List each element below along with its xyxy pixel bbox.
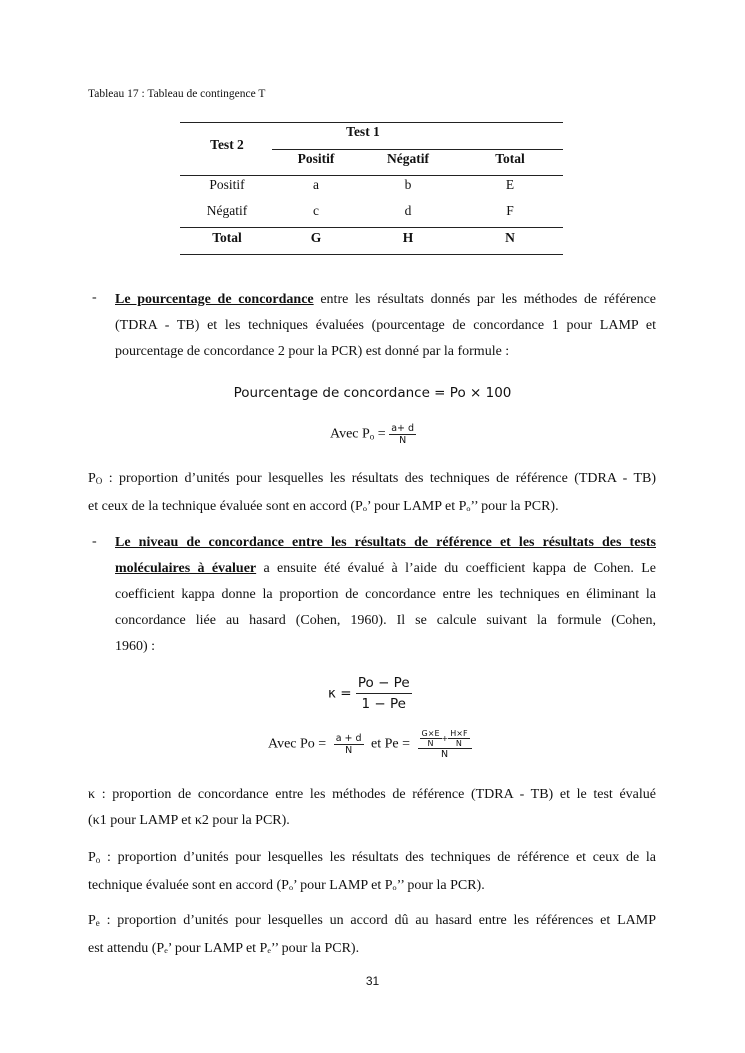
row-label: Négatif	[206, 203, 248, 218]
bullet1-text: entre les résultats donnés par les méthodes de référence	[313, 292, 656, 307]
kappa-definition: κ : proportion de concordance entre les méthodes de référence (TDRA - TB) et le test évalué (κ1 pour LAMP et κ2 pour la PCR).	[88, 787, 656, 828]
table-caption: Tableau 17 : Tableau de contingence T	[88, 88, 266, 100]
bullet1-line: pourcentage de concordance 2 pour la PCR) est donné par la formule :	[115, 344, 510, 359]
bullet2-title: Le niveau de concordance entre les résultats de référence et les résultats des tests	[115, 535, 656, 550]
table-cell: N	[505, 230, 515, 245]
pe-definition: $P_e$ : proportion d’unités pour lesquelles un accord dû au hasard entre les références et LAMP est attendu (Pₑ’ pour LAMP et Pₑ’’ pour la PCR).	[88, 913, 656, 956]
table-cell: F	[506, 203, 514, 218]
table-cell: G	[310, 230, 322, 245]
col-header: Négatif	[387, 151, 429, 166]
row-label: Positif	[209, 177, 245, 192]
kappa-formula: κ = $\frac{Po - Pe}{1 - Pe}$	[328, 675, 410, 712]
table-cell: H	[402, 230, 414, 245]
bullet2-paragraph: Le niveau de concordance entre les résultats de référence et les résultats des tests moléculaires à évaluer a ensuite été évalué à l’aide du coefficient kappa de Cohen. Le coefficient kappa donne la proportion de concordance entre les techniques en éliminant la concordance liée au hasard (Cohen, 1960). Il se calcule suivant la formule (Cohen, 1960) :	[115, 535, 656, 654]
bullet-dash: -	[92, 290, 97, 305]
po-definition: $P_O$ : proportion d’unités pour lesquelles les résultats des techniques de référence (TDRA - TB) et ceux de la technique évaluée sont en accord (Pₒ’ pour LAMP et Pₒ’’ pour la PCR).	[88, 471, 656, 514]
row-label: Total	[212, 230, 242, 245]
bullet2-title: moléculaires à évaluer	[115, 561, 257, 576]
page-number: 31	[365, 974, 380, 988]
bullet1-paragraph	[115, 287, 656, 365]
bullet-dash: -	[92, 534, 97, 549]
formula-pourcentage: Pourcentage de concordance = Po × 100	[233, 385, 512, 401]
table-cell: b	[404, 177, 412, 192]
col-header: Total	[495, 151, 525, 166]
col-group-header: Test 1	[346, 124, 380, 139]
table-cell: E	[505, 177, 515, 192]
table-cell: a	[313, 177, 319, 192]
table-cell: d	[404, 203, 412, 218]
col-header: Positif	[297, 151, 335, 166]
po-definition-2: $P_o$ : proportion d’unités pour lesquelles les résultats des techniques de référence et ceux de la technique évaluée sont en accord (Pₒ’ pour LAMP et Pₒ’’ pour la PCR).	[88, 850, 656, 893]
bullet1-line: (TDRA - TB) et les techniques évaluées (pourcentage de concordance 1 pour LAMP et	[115, 318, 656, 333]
po-pe-formula: Avec Po = $\frac{a + d}{N}$ et Pe = $\frac{G\times E}{N}$ + $\frac{H\times F}{N}$ N	[268, 729, 472, 760]
contingency-table	[180, 122, 563, 255]
row-header: Test 2	[210, 137, 244, 152]
formula-po: Avec $P_o$ = $\frac{a+ d}{N}$	[330, 423, 415, 446]
bullet1-title: Le pourcentage de concordance	[115, 292, 314, 307]
table-cell: c	[313, 203, 319, 218]
